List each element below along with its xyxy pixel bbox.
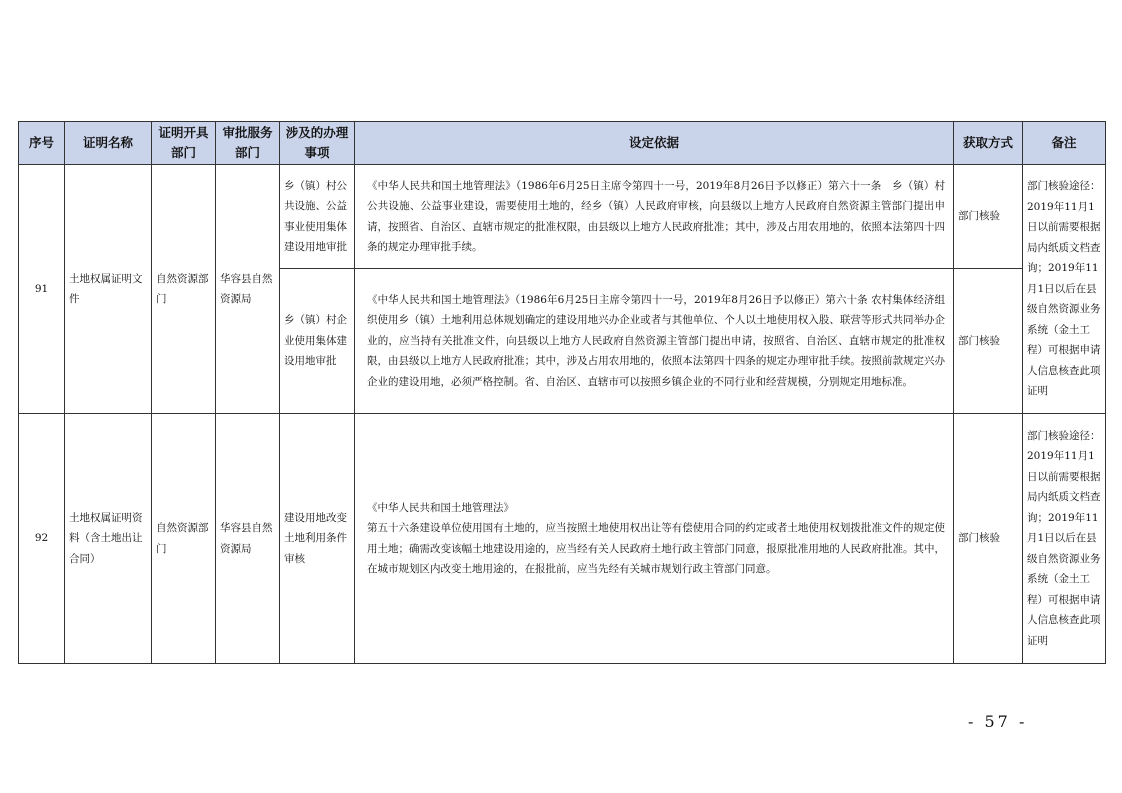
row-basis xyxy=(355,414,954,664)
row-issuer: 自然资源部门 xyxy=(152,165,216,414)
row-basis: 《中华人民共和国土地管理法》（1986年6月25日主席令第四十一号，2019年8月26日予以修正）第六十一条 乡（镇）村公共设施、公益事业建设，需要使用土地的，经乡（镇）人民政府审核，向县级以上地方人民政府自然资源主管部门提出申请，按照省、自治区、直辖市规定的批准权限，由县级以上地方人民政府批准；其中，涉及占用农用地的，依照本法第四十四条的规定办理审批手续。 xyxy=(355,165,954,269)
header-approver: 审批服务部门 xyxy=(216,122,280,165)
row-issuer: 自然资源部门 xyxy=(152,414,216,664)
row-name: 土地权属证明文件 xyxy=(65,165,152,414)
table-row xyxy=(19,165,1106,269)
row-method: 部门核验 xyxy=(954,165,1023,269)
row-seq: 91 xyxy=(19,165,65,414)
header-matter: 涉及的办理事项 xyxy=(280,122,355,165)
row-approver: 华容县自然资源局 xyxy=(216,414,280,664)
row-remark: 部门核验途径：2019年11月1日以前需要根据局内纸质文档查询；2019年11月1日以后在县级自然资源业务系统（金土工程）可根据申请人信息核查此项证明 xyxy=(1023,165,1106,414)
basis-text: 第五十六条建设单位使用国有土地的，应当按照土地使用权出让等有偿使用合同的约定或者土地使用权划拨批准文件的规定使用土地；确需改变该幅土地建设用途的，应当经有关人民政府土地行政主管部门同意，报原批准用地的人民政府批准。其中，在城市规划区内改变土地用途的，在报批前，应当先经有关城市规划行政主管部门同意。 xyxy=(367,522,945,575)
row-method: 部门核验 xyxy=(954,414,1023,664)
row-name: 土地权属证明资料（含土地出让合同） xyxy=(65,414,152,664)
row-seq: 92 xyxy=(19,414,65,664)
row-remark: 部门核验途径：2019年11月1日以前需要根据局内纸质文档查询；2019年11月1日以后在县级自然资源业务系统（金土工程）可根据申请人信息核查此项证明 xyxy=(1023,414,1106,664)
row-basis: 《中华人民共和国土地管理法》（1986年6月25日主席令第四十一号，2019年8月26日予以修正）第六十条 农村集体经济组织使用乡（镇）土地利用总体规划确定的建设用地兴办企业或者与其他单位、个人以土地使用权入股、联营等形式共同举办企业的，应当持有关批准文件，向县级以上地方人民政府自然资源主管部门提出申请，按照省、自治区、直辖市规定的批准权限，由县级以上地方人民政府批准；其中，涉及占用农用地的，依照本法第四十四条的规定办理审批手续。按照前款规定兴办企业的建设用地，必须严格控制。省、自治区、直辖市可以按照乡镇企业的不同行业和经营规模，分别规定用地标准。 xyxy=(355,269,954,414)
table-header-row xyxy=(19,122,1106,165)
table-row xyxy=(19,414,1106,664)
header-name: 证明名称 xyxy=(65,122,152,165)
certificate-table xyxy=(18,121,1106,664)
header-seq: 序号 xyxy=(19,122,65,165)
page-number: - 57 - xyxy=(968,712,1028,731)
row-approver: 华容县自然资源局 xyxy=(216,165,280,414)
basis-title: 《中华人民共和国土地管理法》 xyxy=(367,501,514,514)
row-matter: 乡（镇）村企业使用集体建设用地审批 xyxy=(280,269,355,414)
header-basis: 设定依据 xyxy=(355,122,954,165)
row-matter: 乡（镇）村公共设施、公益事业使用集体建设用地审批 xyxy=(280,165,355,269)
row-method: 部门核验 xyxy=(954,269,1023,414)
header-method: 获取方式 xyxy=(954,122,1023,165)
row-matter: 建设用地改变土地利用条件审核 xyxy=(280,414,355,664)
header-issuer: 证明开具部门 xyxy=(152,122,216,165)
header-remark: 备注 xyxy=(1023,122,1106,165)
